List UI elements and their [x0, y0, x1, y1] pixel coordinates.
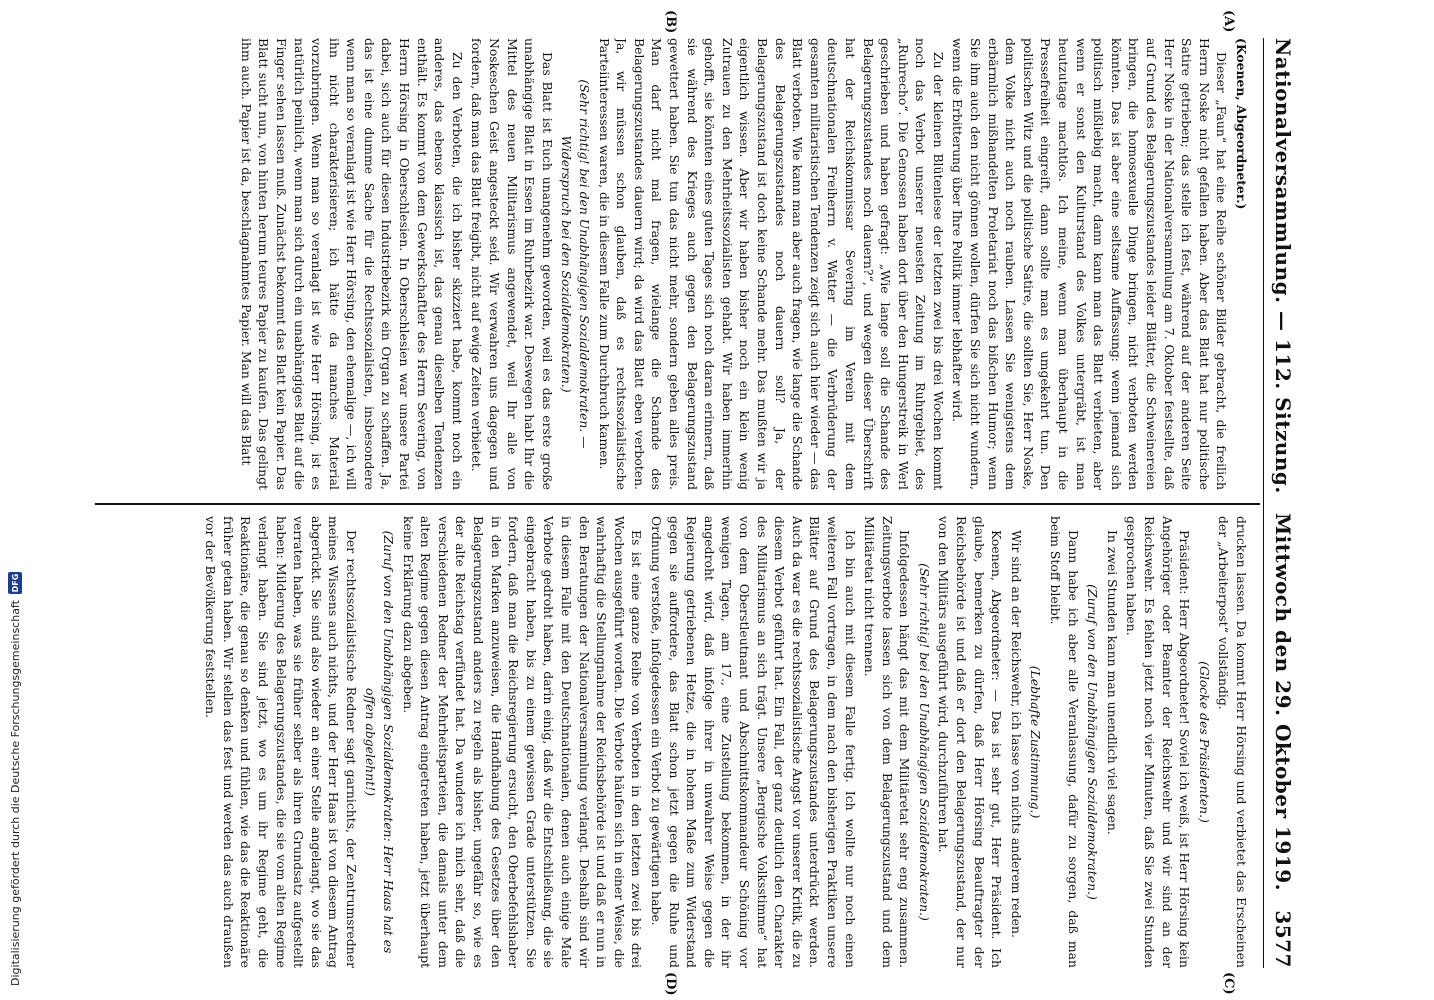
paragraph: Es ist eine ganze Reihe von Verboten in den letzten zwei bis drei Wochen ausgeführt worden. Die Verbote häufen sich in einer Weise, die wahrhaftig die Stellungnahme der Reichsbehörde ist und daß er nun in den Beratungen der Nationalversammlung verlangt. Deshalb sind wir in diesem Falle mit den Deutschnationalen, denen auch einige Male Verbote gedroht haben, darin einig, daß wir die Entschließung, die sie eingebracht haben, bis zu einem gewissen Grade unterstützen. Sie fordern, daß man die Reichsregierung ersucht, den Oberbefehlshaber in den Marken anzuweisen, die Handhabung des Gesetzes über den Belagerungszustand anders zu regeln als bisher, ungefähr so, wie es der alte Reichstag verfündet hat. Da wundere ich mich sehr, daß die verschiedenen Redner der Mehrheitsparteien, die damals unter dem alten Regime gegen diesen Antrag eingetreten haben, jetzt überhaupt keine Erklärung dazu abgeben. [400, 516, 645, 968]
interjection: (Zuruf von den Unabhängigen Sozialdemokraten: Herr Haas hat es offen abgelehnt!) [363, 530, 397, 954]
left-column [100, 38, 1250, 490]
interjection: (Lebhafte Zustimmung.) [1028, 665, 1044, 819]
paragraph: In zwei Stunden kann man unendlich viel sagen. [1104, 530, 1120, 835]
margin-mark-d: (D) [663, 972, 678, 996]
speaker-line: (Koenen, Abgeordneter.) [1234, 38, 1249, 210]
right-column [100, 516, 1250, 968]
paragraph: Koenen, Abgeordneter: — Das ist sehr gut, Herr Präsident. Ich glaube, bemerken zu dürfen, daß Herr Hörsing Beauftragter der Reichsbehörde ist und daß er dort den Belagerungszustand, der nur von den Militärs ausgeführt wird, durchzuführen hat. [936, 516, 1005, 968]
scanned-page [42, 0, 1332, 1000]
paragraph: Ich bin auch mit diesem Falle fertig. Ich wollte nur noch einen weiteren Fall vortragen, in dem nach den bisherigen Praktiken unsere Blätter auf Grund des Belagerungszustandes unterdrückt werden. Auch da war es die rechtssozialistische Angst vor unserer Kritik, die zu diesem Verbot geführt hat. Ein Fall, der ganz deutlich den Charakter des Militarismus an sich trägt. Unsere „Bergische Volksstimme“ hat von dem Oberstleutnant und Abschnittskommandeur Schöning vor wenigen Tagen, am 17., eine Zustellung bekommen, in der ihr angedroht wird, daß infolge ihrer in unwahrer Weise gegen die Regierung getriebenen Hetze, die in hohem Maße zum Widerstand gegen sie auffordere, das Blatt schon jetzt gegen die Ruhe und Ordnung verstoße, infolgedessen ein Verbot zu gewärtigen habe. [649, 516, 858, 968]
paragraph: Wir sind an der Reichswehr, ich lasse von nichts anderem reden. [1008, 530, 1024, 938]
page-number: 3577 [1271, 910, 1295, 968]
column-divider [95, 503, 1260, 505]
paragraph: Das Blatt ist Euch unangenehm geworden, weil es das erste große unabhängige Blatt in Essen im Ruhrbezirk war. Deswegen habt Ihr die Mittel des neuen Militarismus angewendet, weil Ihr alle von Noskeschen Geist angesteckt seid. Wir verwahren uns dagegen und fordern, daß man das Blatt freigibt, nicht auf ewige Zeiten verbietet. [469, 38, 555, 490]
paragraph: Infolgedessen hängt das mit dem Militäretat sehr eng zusammen. Zeitungsverbote lassen sich von dem Belagerungszustand und dem Militäretat nicht trennen. [862, 516, 913, 968]
paragraph: Dann habe ich aber alle Veranlassung, dafür zu sorgen, daß man beim Stoff bleibt. [1048, 516, 1081, 968]
header-center: Mittwoch den 29. Oktober 1919. [1271, 513, 1295, 892]
margin-mark-a: (A) [1221, 10, 1236, 33]
interjection: (Glocke des Präsidenten.) [1196, 661, 1212, 823]
header-left: Nationalversammlung. — 112. Sitzung. [1271, 38, 1295, 494]
paragraph: Dieser „Faun“ hat eine Reihe schöner Bilder gebracht, die freilich Herrn Noske nicht gefallen haben. Aber das Blatt hat nur politische Satire getrieben; das stelle ich fest, während auf der anderen Seite Herr Noske in der Nationalversammlung am 7. Oktober festsellte, daß auf Grund des Belagerungszustandes leider Blätter, die Schweinereien bringen, die homosexuelle Dinge bringen, nicht verboten werden könnten. Das ist aber eine seltsame Auffassung: wenn jemand sich politisch mißliebig macht, dann kann man das Blatt verbieten, aber wenn er sonst den Kulturstand des Volkes untergräbt, ist man heutzutage machtlos. Ich meine, wenn man überhaupt in die Pressefreiheit eingreift, dann sollte man es umgekehrt tun. Den politischen Witz und die politische Satire, die sollten Sie, Herr Noske, dem Volke nicht auch noch rauben. Lassen Sie wenigstens dem erbärmlich mißhandelten Proletariat noch das bißchen Humor; wenn Sie ihm auch den nicht gönnen wollen, dürfen Sie sich nicht wundern, wenn die Erbitterung über Ihre Politik immer lebhafter wird. [950, 38, 1230, 490]
digitization-credit [8, 572, 22, 986]
margin-mark-c: (C) [1221, 972, 1236, 995]
credit-text: Digitalisierung gefördert durch die Deutsche Forschungsgemeinschaft [8, 600, 22, 986]
dfg-logo-icon: DFG [8, 572, 22, 594]
paragraph: Zu der kleinen Blütenlese der letzten zwei bis drei Wochen kommt noch das Verbot unserer neuesten Zeitung im Ruhrgebiet, des „Ruhrecho“. Die Genossen haben dort über den Hungerstreik in Werl geschrieben und haben gefragt: „Wie lange soll die Schande des Belagerungszustandes noch dauern?“, und wegen dieser Überschrift hat der Reichskommissar Severing im Verein mit dem deutschnationalen Freiherrn v. Watter — die Verbrüderung der gesamten militaristischen Tendenzen zeigt sich auch hier wieder — das Blatt verboten. Wie kann man aber auch fragen, wie lange die Schande des Belagerungszustandes noch dauern soll? Ja, der Belagerungszustand ist doch keine Schande mehr. Das mußten wir ja eigentlich wissen. Aber wir haben bisher noch ein klein wenig Zutrauen zu den Mehrheitssozialisten gehabt. Wir haben immerhin gehofft, sie könnten eines guten Tages sich noch daran erinnern, daß sie während des Krieges auch gegen den Belagerungszustand gewettert haben. Sie tun das nicht mehr, sondern geben alles preis. Man darf nicht mal fragen, wielange die Schande des Belagerungszustandes dauern wird; da wird das Blatt eben verboten. Ja, wir müssen schon glauben, daß es rechtssozialistische Parteiinteressen waren, die in diesem Falle zum Durchbruch kamen. [596, 38, 946, 490]
interjection: (Zuruf von den Unabhängigen Sozialdemokraten.) [1085, 584, 1101, 900]
paragraph: Präsident: Herr Abgeordneter! Soviel ich weiß, ist Herr Hörsing kein Angehöriger oder Beamter der Reichswehr und wir sind an der Reichswehr. Es fehlen jetzt noch vier Minuten, daß Sie zwei Stunden gesprochen haben. [1124, 516, 1193, 968]
interjection: (Sehr richtig! bei den Unabhängigen Sozialdemokraten. — Widerspruch bei den Sozialdemokraten.) [559, 79, 593, 449]
page-header [1263, 38, 1302, 968]
interjection: (Sehr richtig! bei den Unabhängigen Sozialdemokraten.) [916, 563, 932, 921]
paragraph: drucken lassen. Da kommt Herr Hörsing und verbietet das Erscheinen der „Arbeiterpost“ vollständig. [1216, 516, 1249, 968]
margin-mark-b: (B) [663, 10, 678, 34]
paragraph: Der rechtssozialistische Redner sagt garnichts, der Zentrumsredner meines Wissens auch nichts, und der Herr Haas ist von diesem Antrag abgerückt. Sie sind also wieder an einer Stelle angelangt, wo sie das verraten haben, was sie früher selber als ihren Grundsatz aufgestellt haben: Milderung des Belagerungszustandes, die sie vom alten Regime verlangt haben. Sie sind jetzt, wo es um ihr Regime geht, die Reaktionäre, die genau so denken und fühlen, wie das die Reaktionäre früher getan haben. Wir stellen das fest und werden das auch draußen vor der Bevölkerung feststellen. [203, 516, 359, 968]
paragraph: Zu den Verboten, die ich bisher skizziert habe, kommt noch ein anderes, das ebenso klassisch ist, das genau dieselben Tendenzen enthält. Es kommt von dem Gewerkschaftler des Herrn Severing, von Herrn Hörsing in Oberschlesien. In Oberschlesien war unsere Partei dabei, sich auch für diesen Industriebezirk ein Organ zu schaffen. Ja, das ist eine dumme Sache für die Rechtssozialisten, insbesondere wenn man so veranlagt ist wie Herr Hörsing, den ehemalige —, ich will ihn nicht charakterisieren; ich hätte da manches Material vorzubringen. Wenn man so veranlagt ist wie Herr Hörsing, ist es natürlich peinlich, wenn man sich durch ein unabhängiges Blatt auf die Finger sehen lassen muß. Zunächst bekommt das Blatt kein Papier. Das Blatt sucht nun, von hinten herum teures Papier zu kaufen. Das gelingt ihm auch. Papier ist da, beschlagnahmtes Papier. Man will das Blatt [238, 38, 465, 490]
